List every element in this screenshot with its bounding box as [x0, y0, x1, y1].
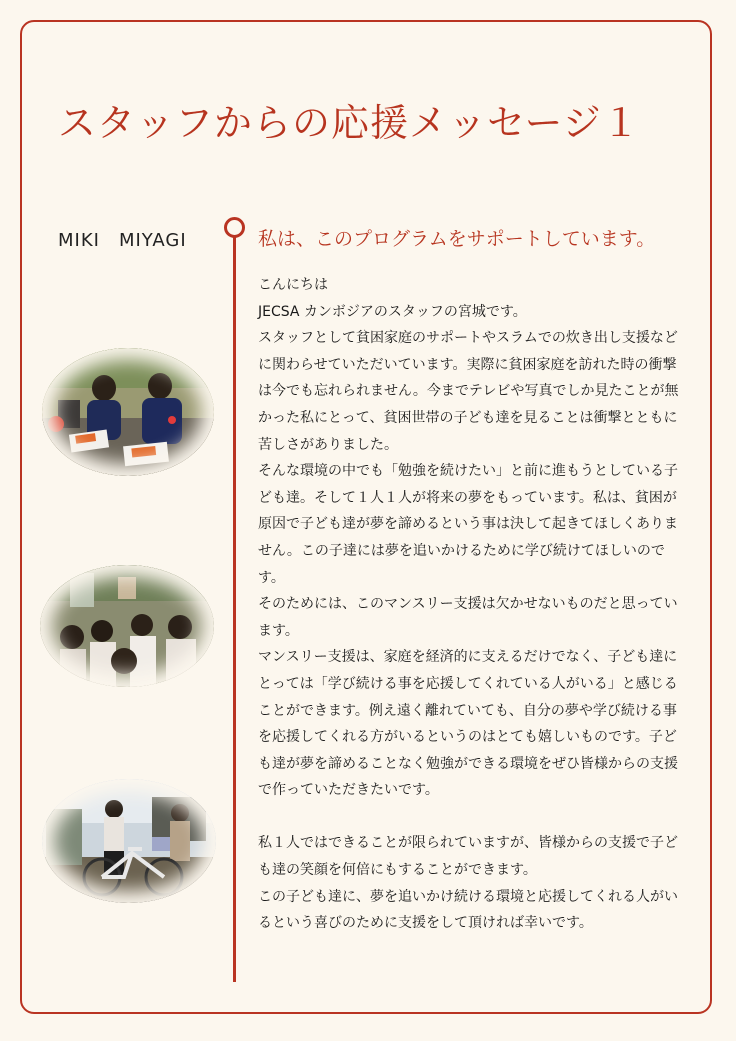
- photo-students-cooking: [42, 348, 214, 476]
- photo-children-bicycle: [42, 779, 216, 903]
- message-body: [258, 272, 688, 937]
- author-name: MIKI MIYAGI: [58, 230, 187, 251]
- paragraph-dreams: そんな環境の中でも「勉強を続けたい」と前に進もうとしている子ども達。そして１人１人が将来の夢をもっています。私は、貧困が原因で子ども達が夢を諦めるという事は決して起きてほしくありません。この子達には夢を追いかけるために学び続けてほしいのです。: [258, 463, 678, 586]
- timeline-dot: [224, 217, 245, 238]
- page-title: スタッフからの応援メッセージ１: [58, 101, 641, 145]
- paragraph-closing: この子ども達に、夢を追いかけ続ける環境と応援してくれる人がいるという喜びのために支援をして頂ければ幸いです。: [258, 888, 678, 932]
- paragraph-spacer: [258, 804, 688, 831]
- paragraph-monthly-support: マンスリー支援は、家庭を経済的に支えるだけでなく、子ども達にとっては「学び続ける事を応援してくれている人がいる」と感じることができます。例え遠く離れていても、自分の夢や学び続ける事を応援してくれる方がいるというのはとても嬉しいものです。子ども達が夢を諦めることなく勉強ができる環境をぜひ皆様からの支援で作っていただきたいです。: [258, 649, 678, 799]
- paragraph-appeal: 私１人ではできることが限られていますが、皆様からの支援で子ども達の笑顔を何倍にもすることができます。: [258, 835, 678, 879]
- paragraph-experience: スタッフとして貧困家庭のサポートやスラムでの炊き出し支援などに関わらせていただいています。実際に貧困家庭を訪れた時の衝撃は今でも忘れられません。今までテレビや写真でしか見たことが無かった私にとって、貧困世帯の子ども達を見ることは衝撃とともに苦しさがありました。: [258, 330, 679, 453]
- paragraph-greeting: こんにちは: [258, 277, 328, 293]
- photo-children-group: [40, 565, 214, 687]
- paragraph-intro: JECSA カンボジアのスタッフの宮城です。: [258, 303, 527, 320]
- paragraph-necessity: そのためには、このマンスリー支援は欠かせないものだと思っています。: [258, 596, 678, 639]
- message-subtitle: 私は、このプログラムをサポートしています。: [258, 228, 656, 250]
- timeline-line: [233, 236, 236, 982]
